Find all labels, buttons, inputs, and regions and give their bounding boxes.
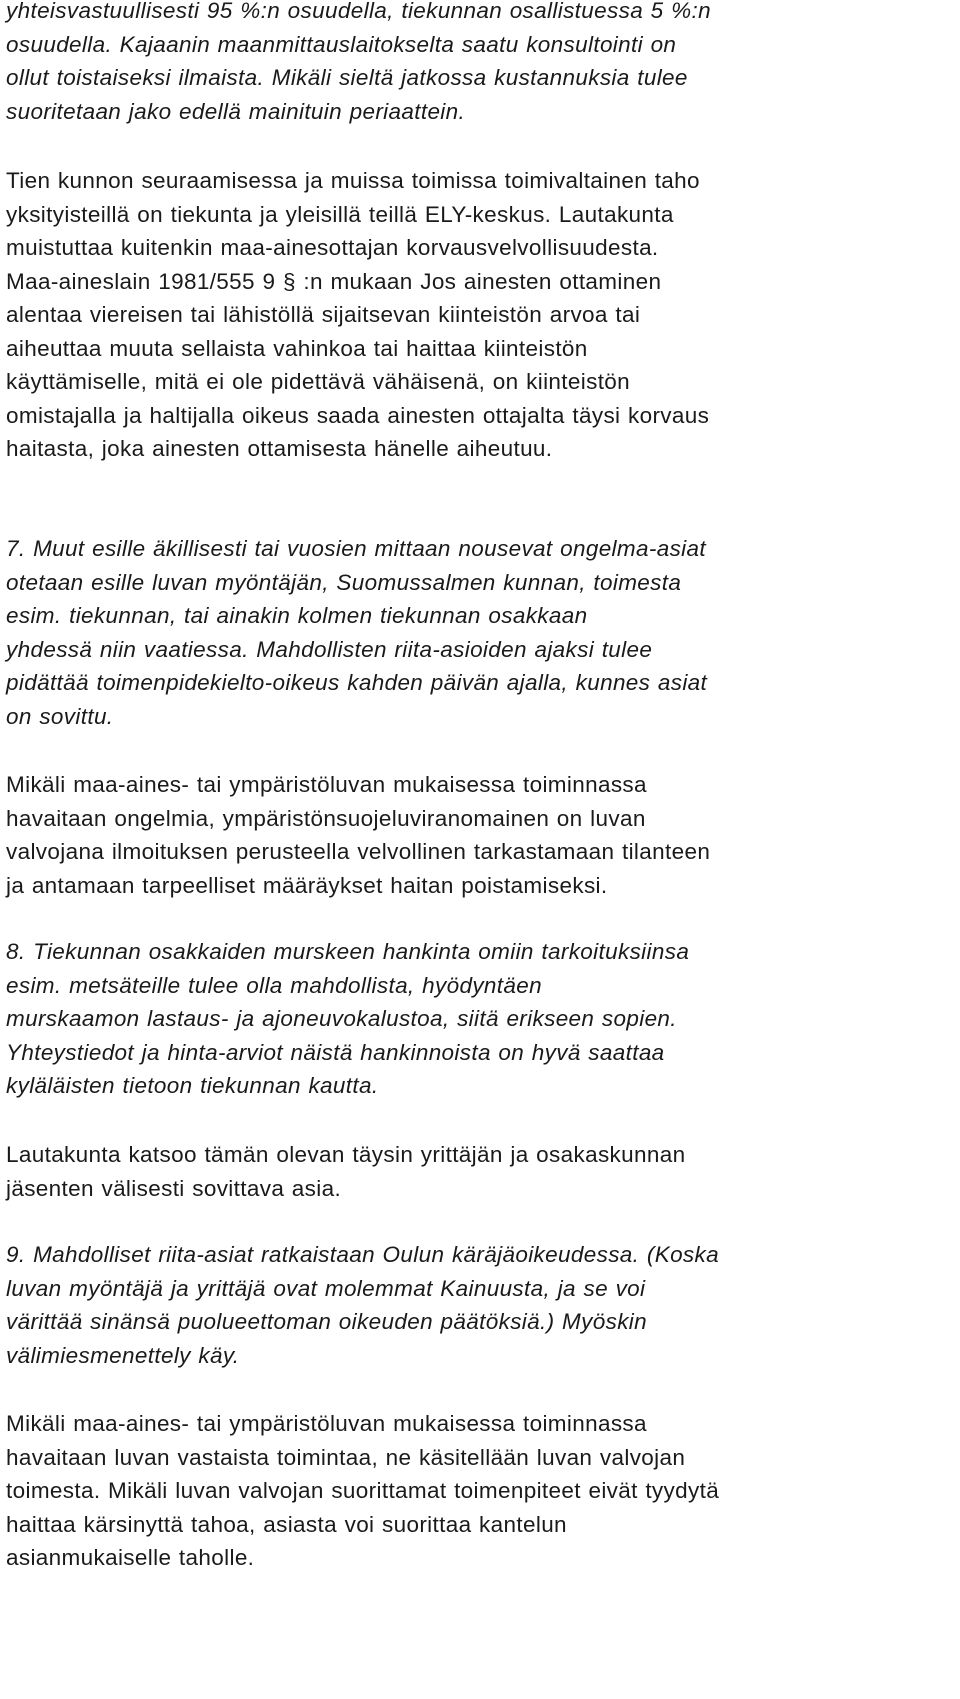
text-segment: valvojana ilmoituksen perusteella velvollinen tarkastamaan tilanteen [6,839,711,864]
text-line [6,0,711,28]
text-segment: yhdessä niin vaatiessa. Mahdollisten riita-asioiden ajaksi tulee [6,636,653,662]
text-segment: luvan myöntäjä ja yrittäjä ovat molemmat Kainuusta, ja se voi [6,1275,646,1301]
text-line [6,700,707,734]
text-segment: on sovittu. [6,703,114,729]
text-segment: 9. Mahdolliset riita-asiat ratkaistaan Oulun käräjäoikeudessa. (Koska [6,1242,719,1267]
paragraph-item-7-other-issues [6,532,707,733]
text-line [6,1138,685,1172]
paragraph-permit-supervision-problems [6,768,710,902]
text-line [6,1508,719,1542]
text-segment: asianmukaiselle taholle. [6,1545,255,1570]
text-segment: 7. Muut esille äkillisesti tai vuosien mittaan nousevat ongelma-asiat [6,536,706,561]
text-segment: haitasta, joka ainesten ottamisesta hänelle aiheutuu. [6,436,553,461]
text-line [6,1339,719,1373]
text-line [6,1036,689,1070]
text-segment: Tien kunnon seuraamisessa ja muissa toimissa toimivaltainen taho [6,168,700,193]
text-line [6,1305,719,1339]
text-line [6,935,689,969]
text-segment: esim. metsäteille tulee olla mahdollista, hyödyntäen [6,972,542,998]
text-line [6,1272,719,1306]
text-line [6,1441,719,1475]
text-segment: otetaan esille luvan myöntäjän, Suomussalmen kunnan, toimesta [6,569,682,595]
text-segment: omistajalla ja haltijalla oikeus saada ainesten ottajalta täysi korvaus [6,402,710,428]
text-segment: aiheuttaa muuta sellaista vahinkoa tai haittaa kiinteistön [6,335,588,361]
text-line [6,666,707,700]
text-segment: Maa-aineslain 1981/555 9 § :n mukaan Jos ainesten ottaminen [6,268,662,294]
text-segment: pidättää toimenpidekielto-oikeus kahden päivän ajalla, kunnes asiat [6,670,708,695]
text-segment: Mikäli maa-aines- tai ympäristöluvan mukaisessa toiminnassa [6,1411,647,1436]
text-segment: yhteisvastuullisesti 95 %:n osuudella, tiekunnan osallistuessa 5 %:n [6,0,711,23]
text-line [6,869,710,903]
text-segment: ollut toistaiseksi ilmaista. Mikäli sieltä jatkossa kustannuksia tulee [6,65,688,90]
paragraph-road-condition-monitoring [6,164,709,466]
text-line [6,566,707,600]
text-line [6,768,710,802]
text-segment: käyttämiselle, mitä ei ole pidettävä vähäisenä, on kiinteistön [6,369,631,394]
text-line [6,1474,719,1508]
text-line [6,432,709,466]
text-segment: jäsenten välisesti sovittava asia. [6,1175,342,1201]
text-line [6,1541,719,1575]
text-segment: osuudella. Kajaanin maanmittauslaitokselta saatu konsultointi on [6,31,677,57]
paragraph-item-8-gravel-procurement [6,935,689,1103]
text-line [6,1069,689,1103]
text-line [6,28,711,62]
text-segment: Lautakunta katsoo tämän olevan täysin yrittäjän ja osakaskunnan [6,1142,686,1167]
text-segment: haittaa kärsinyttä tahoa, asiasta voi suorittaa kantelun [6,1511,567,1537]
text-segment: havaitaan luvan vastaista toimintaa, ne käsitellään luvan valvojan [6,1444,686,1470]
text-segment: kyläläisten tietoon tiekunnan kautta. [6,1073,379,1098]
text-line [6,1172,685,1206]
text-segment: värittää sinänsä puolueettoman oikeuden päätöksiä.) Myöskin [6,1309,648,1334]
text-line [6,1002,689,1036]
text-segment: havaitaan ongelmia, ympäristönsuojeluviranomainen on luvan [6,805,646,831]
text-line [6,835,710,869]
text-line [6,332,709,366]
text-segment: esim. tiekunnan, tai ainakin kolmen tiekunnan osakkaan [6,603,588,628]
text-line [6,198,709,232]
text-segment: Mikäli maa-aines- tai ympäristöluvan mukaisessa toiminnassa [6,772,647,797]
text-segment: 8. Tiekunnan osakkaiden murskeen hankinta omiin tarkoituksiinsa [6,939,690,964]
text-line [6,265,709,299]
text-segment: Yhteystiedot ja hinta-arviot näistä hankinnoista on hyvä saattaa [6,1039,665,1065]
text-segment: murskaamon lastaus- ja ajoneuvokalustoa, siitä erikseen sopien. [6,1006,677,1031]
text-line [6,599,707,633]
text-line [6,164,709,198]
text-segment: välimiesmenettely käy. [6,1342,240,1368]
text-line [6,95,711,129]
text-segment: suoritetaan jako edellä mainituin periaattein. [6,98,466,124]
paragraph-board-view-on-gravel [6,1138,685,1205]
text-segment: toimesta. Mikäli luvan valvojan suorittamat toimenpiteet eivät tyydytä [6,1478,720,1503]
text-line [6,365,709,399]
text-line [6,969,689,1003]
text-segment: yksityisteillä on tiekunta ja yleisillä teillä ELY-keskus. Lautakunta [6,201,674,227]
text-segment: alentaa viereisen tai lähistöllä sijaitsevan kiinteistön arvoa tai [6,302,641,327]
text-segment: ja antamaan tarpeelliset määräykset haitan poistamiseksi. [6,872,608,898]
text-line [6,231,709,265]
text-line [6,61,711,95]
text-line [6,1238,719,1272]
text-segment: muistuttaa kuitenkin maa-ainesottajan korvausvelvollisuudesta. [6,235,659,260]
paragraph-cost-sharing [6,0,711,128]
paragraph-permit-violations [6,1407,719,1575]
text-line [6,633,707,667]
text-line [6,298,709,332]
text-line [6,532,707,566]
text-line [6,399,709,433]
text-line [6,1407,719,1441]
paragraph-item-9-disputes [6,1238,719,1372]
text-line [6,802,710,836]
